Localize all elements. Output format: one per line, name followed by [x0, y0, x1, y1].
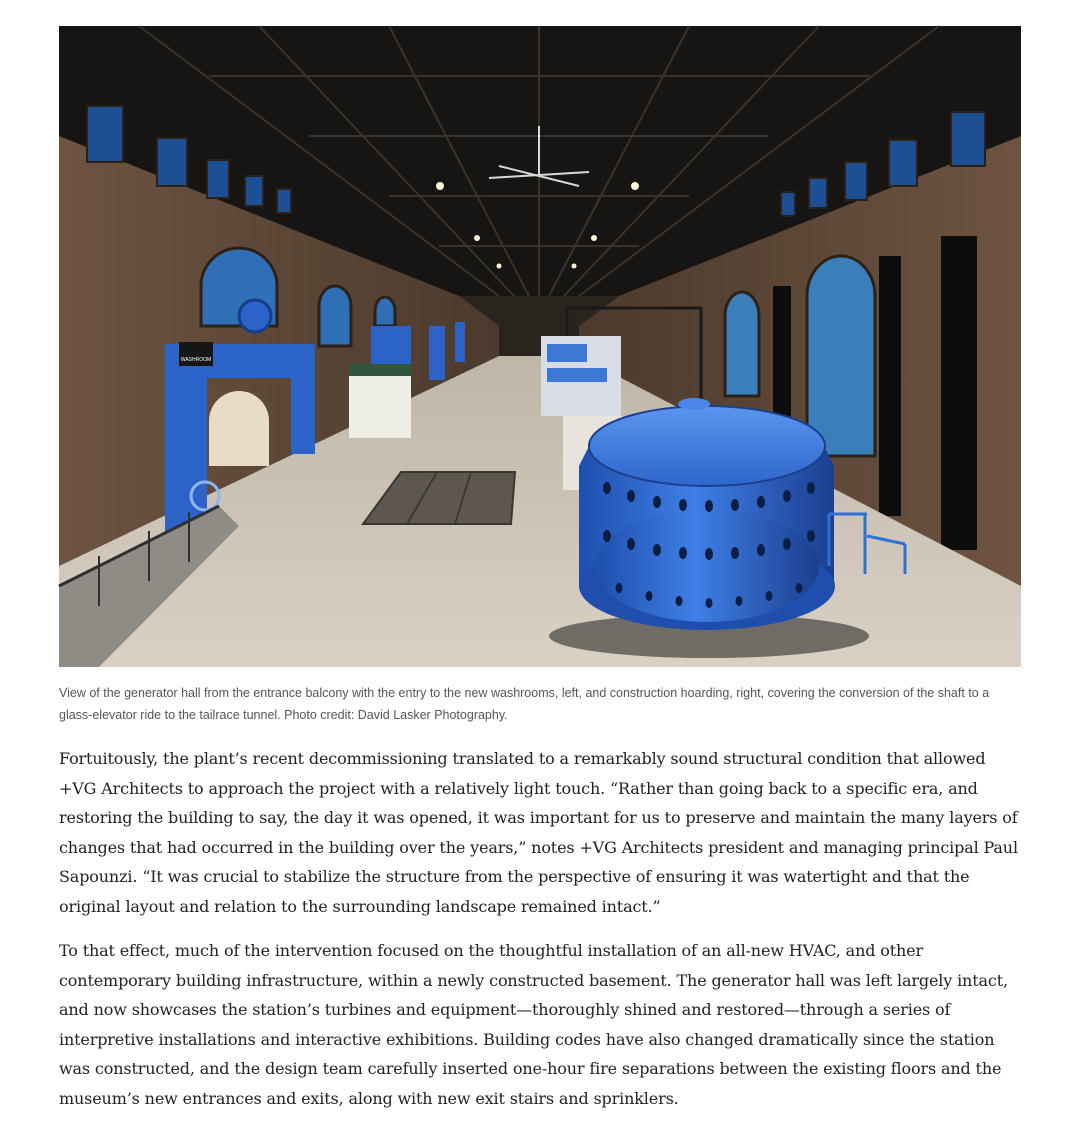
- generator-hall-illustration: [59, 26, 1021, 667]
- exhibit-kiosk: [349, 372, 411, 438]
- washroom-sign-text: WASHROOM: [180, 357, 212, 363]
- paragraph-1: Fortuitously, the plant’s recent decommissioning translated to a remarkably sound structural condition that allowed +VG Architects to approach the project with a relatively light touch. “Rather than going back to a specific era, and restoring the building to say, the day it was opened, it was important for us to preserve and maintain the many layers of changes that had occurred in the building over the years,” notes +VG Architects president and managing principal Paul Sapounzi. “It was crucial to stabilize the structure from the perspective of ensuring it was watertight and that the original layout and relation to the surrounding landscape remained intact.”: [59, 749, 1018, 916]
- photo-caption: View of the generator hall from the entrance balcony with the entry to the new washrooms, left, and construction hoarding, right, covering the conversion of the shaft to a glass-elevator ride to the tailrace tunnel. Photo credit: David Lasker Photography.: [59, 686, 990, 722]
- paragraph-2: To that effect, much of the intervention focused on the thoughtful installation of an all-new HVAC, and other contemporary building infrastructure, within a newly constructed basement. The generator hall was left largely intact, and now showcases the station’s turbines and equipment—thoroughly shined and restored—through a series of interpretive installations and interactive exhibitions. Building codes have also changed dramatically since the station was constructed, and the design team carefully inserted one-hour fire separations between the existing floors and the museum’s new entrances and exits, along with new exit stairs and sprinklers.: [59, 941, 1008, 1108]
- generator-hall-photo: [59, 26, 1021, 667]
- washroom-doorway: [209, 391, 269, 466]
- article-body: [59, 744, 1021, 1128]
